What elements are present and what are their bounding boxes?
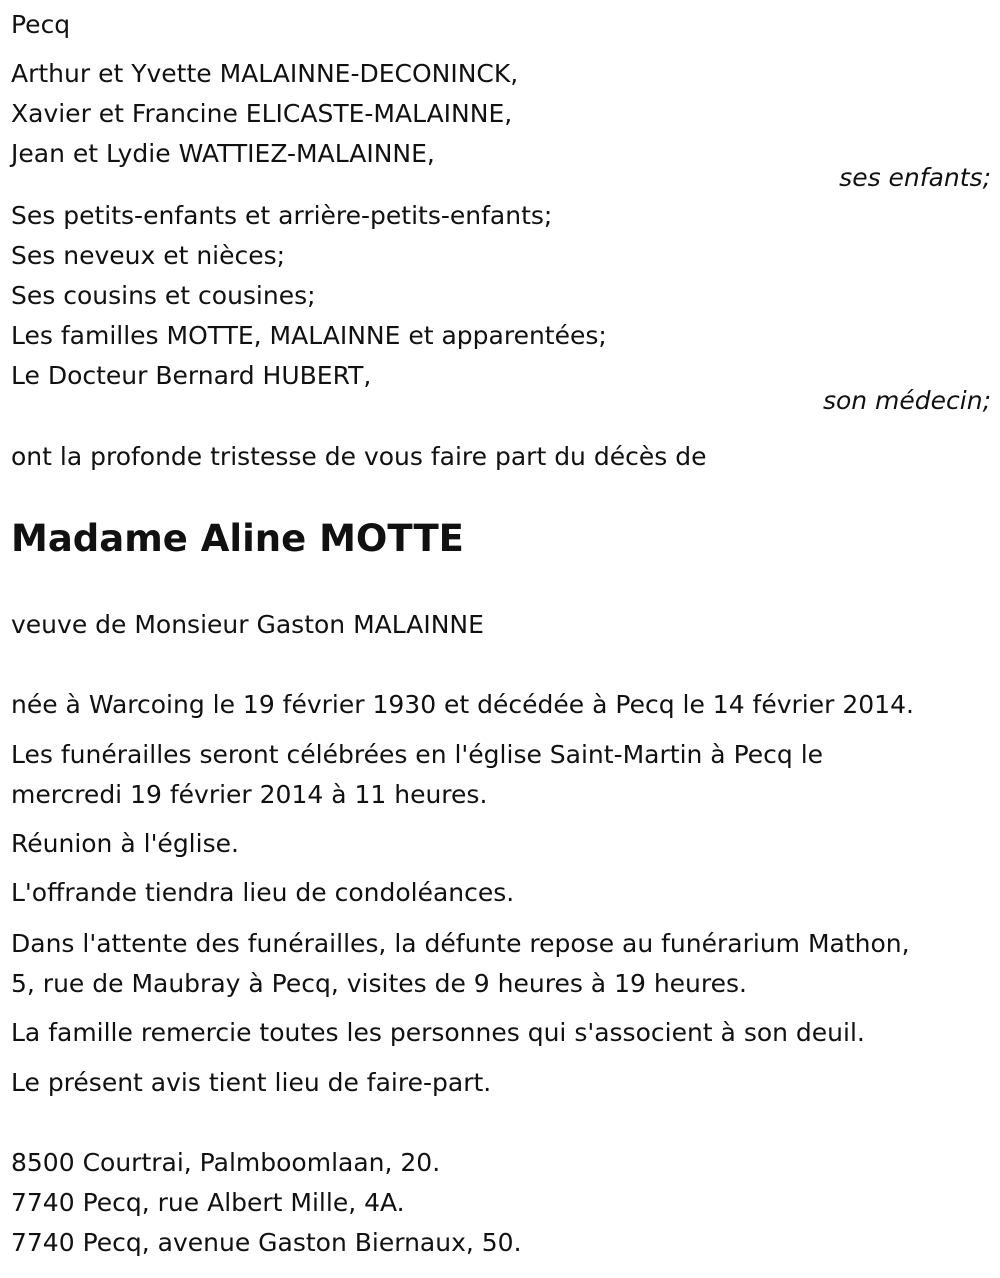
- address-line: 8500 Courtrai, Palmboomlaan, 20.: [11, 1148, 441, 1177]
- birth-death-text: née à Warcoing le 19 février 1930 et décédée à Pecq le 14 février 2014.: [11, 690, 914, 719]
- address-line: 7740 Pecq, avenue Gaston Biernaux, 50.: [11, 1228, 522, 1257]
- announcement-text: ont la profonde tristesse de vous faire part du décès de: [11, 442, 707, 471]
- relative-line: Le Docteur Bernard HUBERT,: [11, 361, 372, 390]
- child-line: Jean et Lydie WATTIEZ-MALAINNE,: [11, 139, 435, 168]
- doctor-role: son médecin;: [822, 386, 991, 415]
- relative-line: Ses cousins et cousines;: [11, 281, 316, 310]
- relative-line: Les familles MOTTE, MALAINNE et apparentées;: [11, 321, 607, 350]
- offering-text: L'offrande tiendra lieu de condoléances.: [11, 878, 515, 907]
- children-role: ses enfants;: [839, 163, 991, 192]
- relative-line: Ses petits-enfants et arrière-petits-enfants;: [11, 201, 553, 230]
- relative-line: Ses neveux et nièces;: [11, 241, 286, 270]
- place-name: Pecq: [11, 10, 71, 39]
- visit-line: Dans l'attente des funérailles, la défunte repose au funérarium Mathon,: [11, 929, 910, 958]
- address-line: 7740 Pecq, rue Albert Mille, 4A.: [11, 1188, 405, 1217]
- thanks-text: La famille remercie toutes les personnes qui s'associent à son deuil.: [11, 1018, 865, 1047]
- funeral-line: Les funérailles seront célébrées en l'église Saint-Martin à Pecq le: [11, 740, 824, 769]
- child-line: Arthur et Yvette MALAINNE-DECONINCK,: [11, 59, 519, 88]
- notice-text: Le présent avis tient lieu de faire-part.: [11, 1068, 492, 1097]
- meeting-text: Réunion à l'église.: [11, 829, 239, 858]
- child-line: Xavier et Francine ELICASTE-MALAINNE,: [11, 99, 513, 128]
- visit-line: 5, rue de Maubray à Pecq, visites de 9 heures à 19 heures.: [11, 969, 747, 998]
- deceased-name: Madame Aline MOTTE: [11, 517, 464, 560]
- widow-of-text: veuve de Monsieur Gaston MALAINNE: [11, 610, 484, 639]
- funeral-line: mercredi 19 février 2014 à 11 heures.: [11, 780, 488, 809]
